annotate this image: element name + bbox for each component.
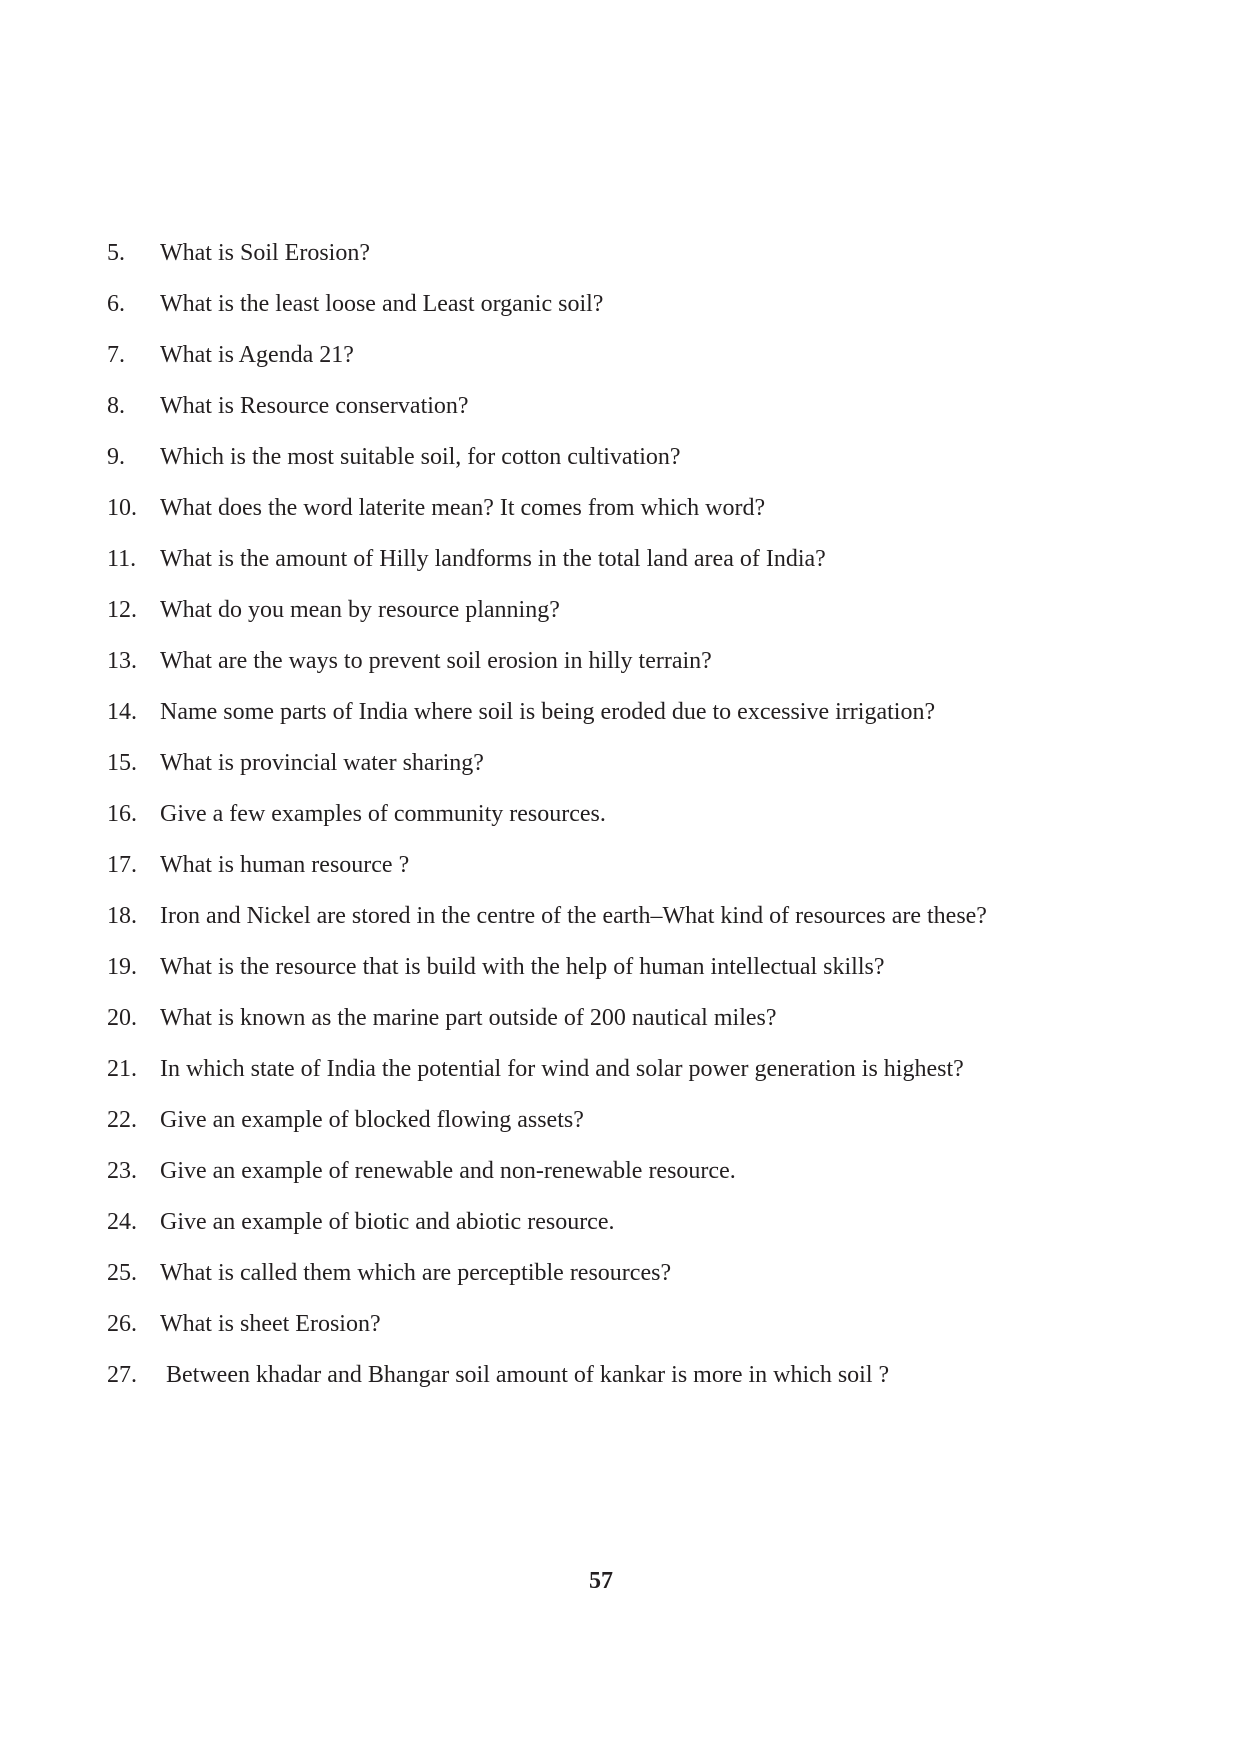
question-text: In which state of India the potential for wind and solar power generation is highest? <box>160 1056 964 1082</box>
question-text: What is called them which are perceptible resources? <box>160 1260 672 1286</box>
question-number: 11. <box>107 546 137 572</box>
question-number: 8. <box>107 393 125 419</box>
question-number: 9. <box>107 444 125 470</box>
question-number: 13. <box>107 648 137 674</box>
question-number: 19. <box>107 954 137 980</box>
question-item <box>107 1257 987 1308</box>
question-item <box>107 696 987 747</box>
question-text: What does the word laterite mean? It comes from which word? <box>160 495 766 521</box>
question-text: Name some parts of India where soil is being eroded due to excessive irrigation? <box>160 699 936 725</box>
question-text: What is provincial water sharing? <box>160 750 484 776</box>
question-item <box>107 390 987 441</box>
question-number: 12. <box>107 597 137 623</box>
question-item <box>107 1206 987 1257</box>
question-number: 26. <box>107 1311 137 1337</box>
question-text: What is the least loose and Least organic soil? <box>160 291 604 317</box>
question-item <box>107 543 987 594</box>
question-number: 14. <box>107 699 137 725</box>
question-text: What is the amount of Hilly landforms in the total land area of India? <box>160 546 826 572</box>
question-text: Give an example of blocked flowing assets? <box>160 1107 584 1133</box>
question-text: Give a few examples of community resources. <box>160 801 606 827</box>
question-number: 18. <box>107 903 137 929</box>
question-text: What is sheet Erosion? <box>160 1311 381 1337</box>
question-number: 21. <box>107 1056 137 1082</box>
question-number: 15. <box>107 750 137 776</box>
question-item <box>107 798 987 849</box>
question-item <box>107 492 987 543</box>
question-number: 7. <box>107 342 125 368</box>
question-text: What is Agenda 21? <box>160 342 354 368</box>
question-item <box>107 1359 987 1410</box>
question-number: 5. <box>107 240 125 266</box>
question-text: What is known as the marine part outside of 200 nautical miles? <box>160 1005 777 1031</box>
question-number: 16. <box>107 801 137 827</box>
question-number: 17. <box>107 852 137 878</box>
question-list <box>107 237 987 1410</box>
page-number: 57 <box>589 1568 613 1594</box>
question-number: 6. <box>107 291 125 317</box>
question-item <box>107 441 987 492</box>
question-number: 20. <box>107 1005 137 1031</box>
question-item <box>107 594 987 645</box>
question-number: 23. <box>107 1158 137 1184</box>
question-item <box>107 747 987 798</box>
question-text: Which is the most suitable soil, for cotton cultivation? <box>160 444 681 470</box>
question-text: What is Resource conservation? <box>160 393 469 419</box>
question-item <box>107 1053 987 1104</box>
question-item <box>107 900 987 951</box>
question-item <box>107 1104 987 1155</box>
question-text: What is Soil Erosion? <box>160 240 370 266</box>
question-number: 22. <box>107 1107 137 1133</box>
question-item <box>107 339 987 390</box>
question-text: What is human resource ? <box>160 852 410 878</box>
question-number: 27. <box>107 1362 137 1388</box>
question-item <box>107 645 987 696</box>
question-text: What do you mean by resource planning? <box>160 597 560 623</box>
question-item <box>107 237 987 288</box>
question-item <box>107 1308 987 1359</box>
question-text: Between khadar and Bhangar soil amount of kankar is more in which soil ? <box>160 1362 890 1388</box>
question-text: Give an example of biotic and abiotic resource. <box>160 1209 615 1235</box>
question-item <box>107 951 987 1002</box>
question-number: 24. <box>107 1209 137 1235</box>
question-item <box>107 288 987 339</box>
question-item <box>107 1002 987 1053</box>
question-text: What is the resource that is build with the help of human intellectual skills? <box>160 954 885 980</box>
question-item <box>107 849 987 900</box>
question-item <box>107 1155 987 1206</box>
question-number: 10. <box>107 495 137 521</box>
question-number: 25. <box>107 1260 137 1286</box>
question-text: Give an example of renewable and non-renewable resource. <box>160 1158 736 1184</box>
question-text: Iron and Nickel are stored in the centre of the earth–What kind of resources are these? <box>160 903 987 929</box>
question-text: What are the ways to prevent soil erosion in hilly terrain? <box>160 648 712 674</box>
